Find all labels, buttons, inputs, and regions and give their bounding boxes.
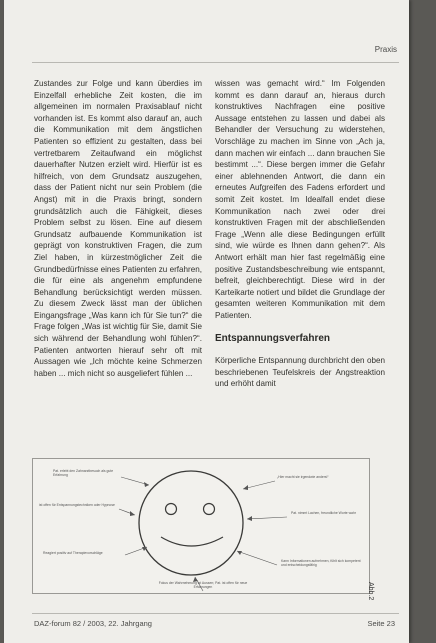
footer-rule	[32, 613, 399, 614]
right-column	[215, 78, 385, 390]
label-top-right: „Hier macht sie irgendwie anders!“	[277, 475, 329, 479]
face-circle	[139, 471, 243, 575]
label-mid-right: Pat. nimmt Lachen, freundliche Worte wahr	[291, 511, 356, 515]
section-heading: Entspannungsverfahren	[215, 333, 331, 345]
right-column-text-2: Körperliche Entspannung durchbricht den oben beschriebenen Teufelskreis der Angstreaktion und erhöht damit	[215, 356, 385, 389]
label-mid-left: ist offen für Entspannungstechniken oder Hypnose	[39, 503, 115, 507]
label-top-left: Pat. erlebt den Zahnarztbesuch als gute Erfahrung	[53, 469, 114, 478]
figure-tag: Abb.2	[367, 582, 374, 601]
footer-publication: DAZ-forum 82 / 2003, 22. Jahrgang	[34, 619, 152, 628]
smile	[161, 537, 223, 546]
label-lower-right: Kann Informationen aufnehmen, fühlt sich kompetent und entscheidungsfähig	[281, 559, 361, 568]
left-eye	[166, 504, 177, 515]
section-label: Praxis	[374, 45, 397, 54]
left-column	[34, 78, 202, 379]
magazine-page	[4, 0, 409, 643]
label-lower-left: Reagiert positiv auf Therapievorschläge	[43, 551, 103, 555]
right-column-text-1: wissen was gemacht wird.“ Im Folgenden kommt es dann darauf an, hieraus durch konstruktives Nachfragen eine positive Aussage entstehen zu lassen und dabei als Behandler der Versuchung zu widerstehen, Vorschläge zu machen im Sinne von „Ach ja, dann machen wir einfach ... dann brauchen Sie bestimmt ...“. Diese bergen immer die Gefahr einer ablehnenden Antwort, die dann ein erneutes Aufgreifen des Fadens erfordert und somit Zeit kostet. Im Idealfall endet diese Kommunikation nach zwei oder drei konstruktiven Fragen mit der abschließenden Frage „Wenn alle diese Bedingungen erfüllt sind, wie würde es Ihnen dann gehen?“. Als Antwort erhält man hier fast regelmäßig eine positive Zustandsbeschreibung wie entspannt, befreit, gleichberechtigt. Diese wird in der Karteikarte notiert und bildet die Grundlage der gesamten weiteren Kommunikation mit dem Patienten.	[215, 79, 385, 320]
arrow-lower-right	[237, 551, 277, 565]
arrow-mid-right	[247, 517, 287, 519]
label-bottom: Fokus der Wahrnehmung ist Aussen; Pat. ist offen für neue Erfahrungen	[158, 581, 248, 590]
page-number: Seite 23	[367, 619, 395, 628]
header-rule	[32, 62, 399, 63]
right-eye	[204, 504, 215, 515]
left-column-text: Zustandes zur Folge und kann überdies im Einzelfall erhebliche Zeit kosten, die im allgemeinen im normalen Praxisablauf nicht vorhanden ist. Es kommt also darauf an, auch die Kommunikation mit dem ängstlichen Patienten so effizient zu gestalten, dass bei vertretbarem Zeitaufwand ein möglichst dauerhafter Nutzen erzielt wird. Hierfür ist es hilfreich, von dem Grundsatz auszugehen, dass der Patient nicht nur sein Problem (die Angst) mit in die Praxis bringt, sondern grundsätzlich auch die Fähigkeit, dieses Problem selbst zu lösen. Eine auf diesem Grundsatz aufbauende Kommunikation ist geprägt von konstruktiven Fragen, die zum Ziel haben, in kürzestmöglicher Zeit die Grundbedürfnisse eines Patienten zu erfahren, die für eine als angenehm empfundene Behandlung berücksichtigt werden müssen. Zu diesem Zweck lässt man der üblichen Eingangsfrage „Was kann ich für Sie tun?“ die Frage folgen „Was ist wichtig für Sie, damit Sie sich während der Behandlung wohl fühlen?“. Patienten antworten hierauf sehr oft mit Aussagen wie „Ich möchte keine Schmerzen haben ... mich nicht so ausgeliefert fühlen ...	[34, 79, 202, 378]
smiley-diagram	[32, 458, 370, 594]
